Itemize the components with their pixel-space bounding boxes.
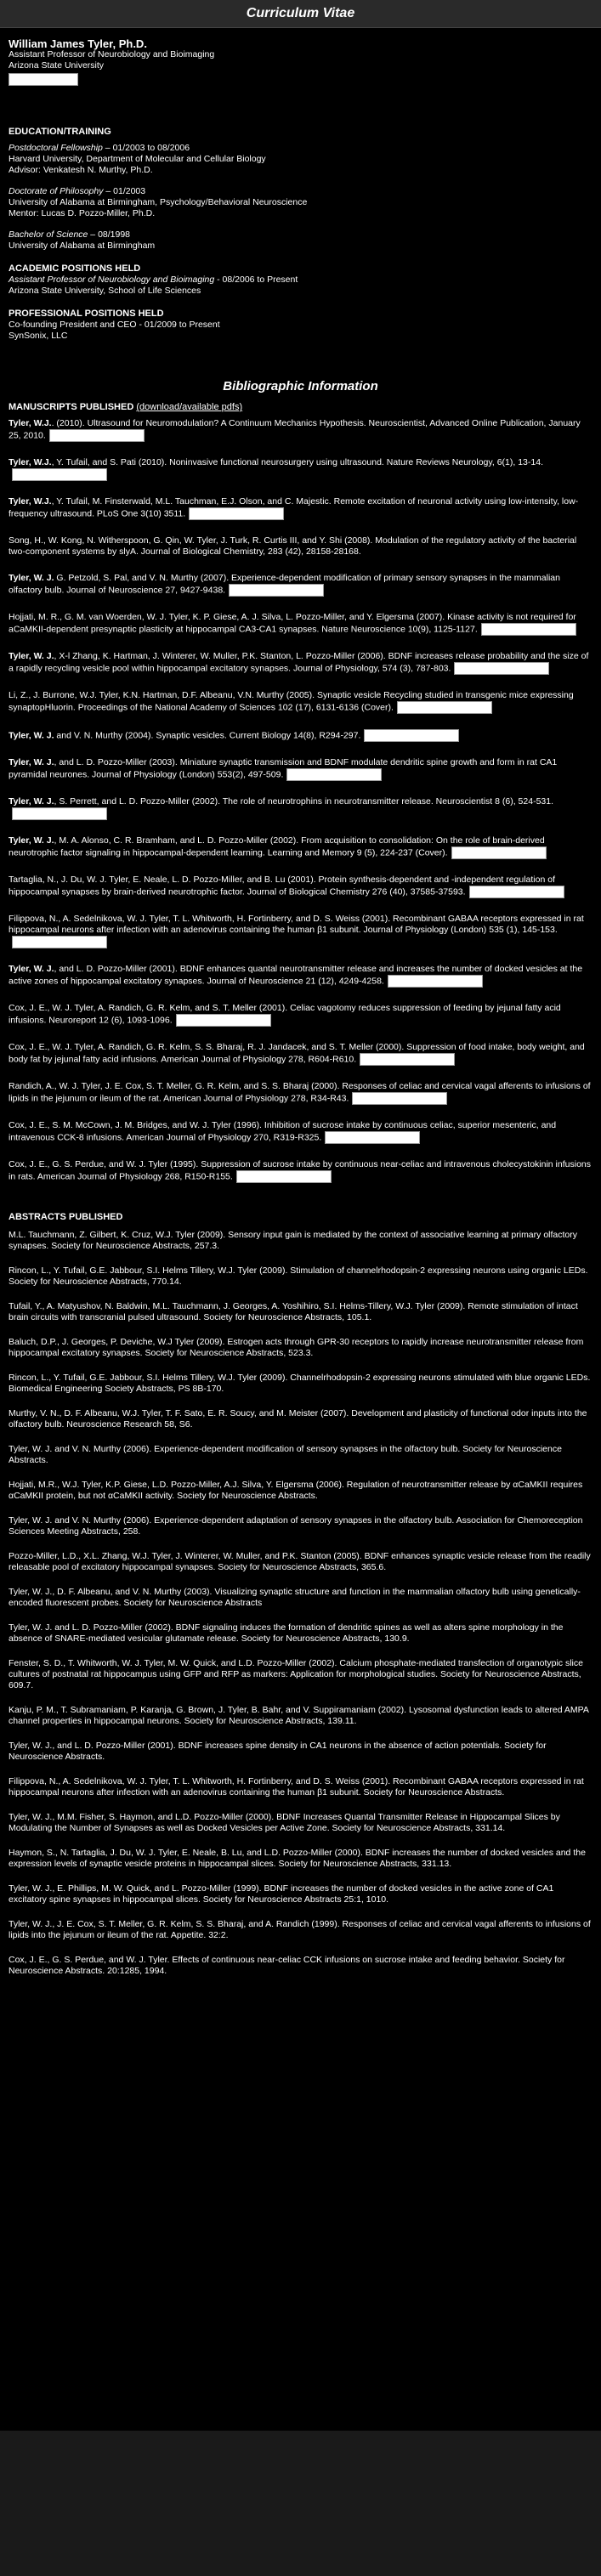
manuscripts-heading: MANUSCRIPTS PUBLISHED xyxy=(9,402,134,412)
manuscript-entry xyxy=(9,1159,592,1183)
abstract-entry: Tyler, W. J., and L. D. Pozzo-Miller (2001). BDNF increases spine density in CA1 neurons in the absence of action potentials. Society for Neuroscience Abstracts. xyxy=(9,1741,547,1762)
abstract-entry: Rincon, L., Y. Tufail, G.E. Jabbour, S.I. Helms Tillery, W.J. Tyler (2009). Stimulation of channelrhodopsin-2 expressing neurons using organic LEDs. Society for Neuroscience Abstracts, 770.14. xyxy=(9,1265,588,1287)
pdf-link-button[interactable] xyxy=(481,623,576,636)
manuscript-author: Tyler, W. J. xyxy=(9,964,54,974)
abstract-entry: Baluch, D.P., J. Georges, P. Deviche, W.J Tyler (2009). Estrogen acts through GPR-30 receptors to rapidly increase neurotransmitter release from hippocampal excitatory synapses. Society for Neuroscience Abstracts, 523.3. xyxy=(9,1337,584,1358)
academic-title: Assistant Professor of Neurobiology and Bioimaging xyxy=(9,275,215,285)
manuscript-citation: Cox, J. E., W. J. Tyler, A. Randich, G. R. Kelm, S. S. Bharaj, R. J. Jandacek, and S. T. Meller (2000). Suppression of food intake, body weight, and body fat by jejunal fatty acid infusions. American Journal of Physiology 278, R604-R610. xyxy=(9,1042,585,1065)
manuscript-author: Tyler, W.J. xyxy=(9,457,52,467)
pdf-link-button[interactable] xyxy=(388,975,483,988)
abstract-entry: Tyler, W. J., D. F. Albeanu, and V. N. Murthy (2003). Visualizing synaptic structure and function in the mammalian olfactory bulb using genetically-encoded fluorescent probes. Society for Neuroscience Abstracts xyxy=(9,1587,581,1608)
manuscript-citation: , X-l Zhang, K. Hartman, J. Winterer, W. Muller, P.K. Stanton, L. Pozzo-Miller (2006). BDNF increases release probability and the size of a rapidly recycling vesicle pool within hippocampal excitatory synapses. Journal of Physiology, 574 (3), 787-803. xyxy=(9,651,589,674)
education-heading: EDUCATION/TRAINING xyxy=(9,127,111,137)
abstracts-list xyxy=(9,1230,592,1977)
manuscript-entry xyxy=(9,1042,592,1066)
education-dates: – 08/1998 xyxy=(88,229,131,240)
education-org: Harvard University, Department of Molecular and Cellular Biology xyxy=(9,154,266,164)
education-item xyxy=(9,186,592,219)
manuscript-author: Tyler, W. J. xyxy=(9,651,54,661)
abstract-entry: Tyler, W. J., E. Phillips, M. W. Quick, and L. Pozzo-Miller (1999). BDNF increases the number of docked vesicles in the active zone of CA1 excitatory spine synapses in hippocampal slices. Society for Neuroscience Abstracts 25:1, 1010. xyxy=(9,1883,554,1905)
abstract-entry: Tyler, W. J. and L. D. Pozzo-Miller (2002). BDNF signaling induces the formation of dendritic spines as well as alters spine morphology in the absence of SNARE-mediated vesicular glutamate release. Society for Neuroscience Abstracts, 130.9. xyxy=(9,1622,564,1644)
abstract-entry: Tyler, W. J., M.M. Fisher, S. Haymon, and L.D. Pozzo-Miller (2000). BDNF Increases Quantal Transmitter Release in Hippocampal Slices by Modulating the Number of Synapses as well as Docked Vesicles per Active Zone. Society for Neuroscience Abstracts, 331.14. xyxy=(9,1812,560,1833)
photo-placeholder xyxy=(9,73,78,86)
biblio-title: Bibliographic Information xyxy=(223,379,378,393)
manuscript-citation: Randich, A., W. J. Tyler, J. E. Cox, S. T. Meller, G. R. Kelm, and S. S. Bharaj (2000). Responses of celiac and cervical vagal afferents to infusions of lipids in the jejunum or ileum of the rat. American Journal of Physiology 278, R34-R43. xyxy=(9,1081,591,1104)
manuscript-citation: Filippova, N., A. Sedelnikova, W. J. Tyler, T. L. Whitworth, H. Fortinberry, and D. S. Weiss (2001). Recombinant GABAA receptors expressed in rat hippocampal neurons after infection with an adenovirus containing the human β1 subunit. Journal of Physiology (London) 535 (1), 145-153. xyxy=(9,914,584,935)
manuscript-entry xyxy=(9,875,592,898)
person-position: Assistant Professor of Neurobiology and Bioimaging xyxy=(9,49,215,59)
education-dates: – 01/2003 xyxy=(103,186,146,196)
manuscript-citation: Cox, J. E., G. S. Perdue, and W. J. Tyler (1995). Suppression of sucrose intake by continuous near-celiac and intravenous cholecystokinin infusions in rats. American Journal of Physiology 268, R150-R155. xyxy=(9,1159,591,1182)
professional-heading: PROFESSIONAL POSITIONS HELD xyxy=(9,309,164,319)
manuscript-citation: Hojjati, M. R., G. M. van Woerden, W. J. Tyler, K. P. Giese, A. J. Silva, L. Pozzo-Miller, and Y. Elgersma (2007). Kinase activity is not required for aCaMKII-dependent presynaptic plasticity at hippocampal CA3-CA1 synapses. Nature Neuroscience 10(9), 1125-1127. xyxy=(9,612,576,635)
manuscript-entry xyxy=(9,914,592,948)
manuscript-author: Tyler, W. J. xyxy=(9,757,54,767)
education-dates: – 01/2003 to 08/2006 xyxy=(102,143,190,153)
manuscript-citation: , and L. D. Pozzo-Miller (2001). BDNF enhances quantal neurotransmitter release and increases the number of docked vesicles at the active zones of hippocampal excitatory synapses. Journal of Neuroscience 21 (12), 4249-4258. xyxy=(9,964,583,987)
manuscript-entry xyxy=(9,690,592,714)
pdf-link-button[interactable] xyxy=(12,936,107,948)
manuscript-citation: , Y. Tufail, and S. Pati (2010). Noninvasive functional neurosurgery using ultrasound. Nature Reviews Neurology, 6(1), 13-14. xyxy=(51,457,543,467)
academic-heading: ACADEMIC POSITIONS HELD xyxy=(9,263,141,274)
abstract-entry: Pozzo-Miller, L.D., X.L. Zhang, W.J. Tyler, J. Winterer, W. Muller, and P.K. Stanton (2005). BDNF enhances synaptic vesicle release from the readily releasable pool of excitatory hippocampal synapses. Society for Neuroscience Abstracts, 365.6. xyxy=(9,1551,591,1572)
pdf-link-button[interactable] xyxy=(451,846,547,859)
manuscript-author: Tyler, W. J. xyxy=(9,835,54,846)
pdf-link-button[interactable] xyxy=(364,729,459,742)
abstract-entry: M.L. Tauchmann, Z. Gilbert, K. Cruz, W.J. Tyler (2009). Sensory input gain is mediated by the context of associative learning at primary olfactory synapses. Society for Neuroscience Abstracts, 257.3. xyxy=(9,1230,577,1251)
education-advisor: Mentor: Lucas D. Pozzo-Miller, Ph.D. xyxy=(9,208,156,218)
education-item xyxy=(9,229,592,252)
manuscript-citation: , M. A. Alonso, C. R. Bramham, and L. D. Pozzo-Miller (2002). From acquisition to consolidation: On the role of brain-derived neurotrophic factor signaling in hippocampal-dependent learning. Learning and Memory 9 (5), 224-237 (Cover). xyxy=(9,835,545,858)
manuscript-citation: Cox, J. E., S. M. McCown, J. M. Bridges, and W. J. Tyler (1996). Inhibition of sucrose intake by continuous celiac, superior mesenteric, and intravenous CCK-8 infusions. American Journal of Physiology 270, R319-R325. xyxy=(9,1120,557,1143)
pdf-link-button[interactable] xyxy=(176,1014,271,1027)
pdf-link-button[interactable] xyxy=(454,662,549,675)
professional-line1: Co-founding President and CEO - 01/2009 to Present xyxy=(9,320,220,330)
academic-dates: - 08/2006 to Present xyxy=(214,275,298,285)
abstract-entry: Haymon, S., N. Tartaglia, J. Du, W. J. Tyler, E. Neale, B. Lu, and L.D. Pozzo-Miller (2000). BDNF increases the number of docked vesicles and the expression levels of synaptic vesicle proteins in hippocampal slices. Society for Neuroscience Abstracts, 331.13. xyxy=(9,1848,586,1869)
abstract-entry: Murthy, V. N., D. F. Albeanu, W.J. Tyler, T. F. Sato, E. R. Soucy, and M. Meister (2007). Development and plasticity of functional odor inputs into the olfactory bulb. Neuroscience Research 58, S6. xyxy=(9,1408,587,1430)
pdf-link-button[interactable] xyxy=(360,1053,455,1066)
academic-org: Arizona State University, School of Life Sciences xyxy=(9,286,201,296)
education-advisor: Advisor: Venkatesh N. Murthy, Ph.D. xyxy=(9,165,153,175)
manuscript-citation: , Y. Tufail, M. Finsterwald, M.L. Tauchman, E.J. Olson, and C. Majestic. Remote excitation of neuronal activity using low-intensity, low-frequency ultrasound. PLoS One 3(10) 3511. xyxy=(9,496,579,519)
abstract-entry: Fenster, S. D., T. Whitworth, W. J. Tyler, M. W. Quick, and L.D. Pozzo-Miller (2002). Calcium phosphate-mediated transfection of organotypic slice cultures of postnatal rat hippocampus using GFP and RFP as markers: Application for morphological studies. Society for Neuroscience Abstracts, 609.7. xyxy=(9,1658,583,1690)
abstract-entry: Rincon, L., Y. Tufail, G.E. Jabbour, S.I. Helms Tillery, W.J. Tyler (2009). Channelrhodopsin-2 expressing neurons stimulated with blue organic LEDs. Biomedical Engineering Society Abstracts, PS 8B-170. xyxy=(9,1373,591,1394)
manuscript-entry xyxy=(9,457,592,481)
education-title: Postdoctoral Fellowship xyxy=(9,143,103,153)
cv-content xyxy=(0,28,601,1977)
pdf-link-button[interactable] xyxy=(469,886,564,898)
manuscript-citation: , and L. D. Pozzo-Miller (2003). Miniature synaptic transmission and BDNF modulate dendritic spine growth and form in rat CA1 pyramidal neurones. Journal of Physiology (London) 553(2), 497-509. xyxy=(9,757,558,780)
pdf-link-button[interactable] xyxy=(236,1170,332,1183)
manuscript-entry xyxy=(9,1081,592,1105)
education-item xyxy=(9,143,592,176)
download-pdfs-link[interactable]: (download/available pdfs) xyxy=(136,402,243,412)
manuscript-entry xyxy=(9,757,592,781)
manuscript-entry xyxy=(9,418,592,442)
manuscript-author: Tyler, W.J. xyxy=(9,496,52,507)
pdf-link-button[interactable] xyxy=(325,1131,420,1144)
manuscript-entry xyxy=(9,1003,592,1027)
manuscript-entry xyxy=(9,651,592,675)
education-org: University of Alabama at Birmingham xyxy=(9,241,156,251)
manuscript-citation: Cox, J. E., W. J. Tyler, A. Randich, G. R. Kelm, and S. T. Meller (2001). Celiac vagotomy reduces suppression of feeding by jejunal fatty acid infusions. Neuroreport 12 (6), 1093-1096. xyxy=(9,1003,561,1026)
manuscript-citation: . (2010). Ultrasound for Neuromodulation? A Continuum Mechanics Hypothesis. Neuroscientist, Advanced Online Publication, January 25, 2010. xyxy=(9,418,581,441)
pdf-link-button[interactable] xyxy=(229,584,324,597)
manuscript-entry xyxy=(9,496,592,520)
person-name: William James Tyler, Ph.D. xyxy=(9,37,147,50)
education-org: University of Alabama at Birmingham, Psychology/Behavioral Neuroscience xyxy=(9,197,308,207)
manuscript-citation: Song, H., W. Kong, N. Witherspoon, G. Qin, W. Tyler, J. Turk, R. Curtis III, and Y. Shi (2008). Modulation of the regulatory activity of the bacterial two-component systems by slyA. Journal of Biological Chemistry, 283 (42), 28158-28168. xyxy=(9,535,577,557)
pdf-link-button[interactable] xyxy=(397,701,492,714)
manuscript-entry xyxy=(9,612,592,636)
manuscript-entry xyxy=(9,964,592,988)
abstract-entry: Cox, J. E., G. S. Perdue, and W. J. Tyler. Effects of continuous near-celiac CCK infusions on sucrose intake and feeding behavior. Society for Neuroscience Abstracts. 20:1285, 1994. xyxy=(9,1955,565,1976)
abstracts-heading: ABSTRACTS PUBLISHED xyxy=(9,1212,123,1222)
abstract-entry: Kanju, P. M., T. Subramaniam, P. Karanja, G. Brown, J. Tyler, B. Bahr, and V. Suppiramaniam (2002). Lysosomal dysfunction leads to altered AMPA channel properties in hippocampal neurons. Society for Neuroscience Abstracts, 139.11. xyxy=(9,1705,589,1726)
manuscript-author: Tyler, W. J. xyxy=(9,730,54,741)
pdf-link-button[interactable] xyxy=(286,768,382,781)
manuscript-author: Tyler, W. J. xyxy=(9,573,54,583)
manuscripts-list xyxy=(9,418,592,1183)
person-university: Arizona State University xyxy=(9,60,105,71)
banner-title: Curriculum Vitae xyxy=(246,6,355,20)
manuscript-entry xyxy=(9,1120,592,1144)
manuscript-entry xyxy=(9,835,592,859)
manuscript-entry xyxy=(9,573,592,597)
abstract-entry: Tyler, W. J. and V. N. Murthy (2006). Experience-dependent modification of sensory synapses in the olfactory bulb. Society for Neuroscience Abstracts. xyxy=(9,1444,562,1465)
education-list xyxy=(9,143,592,252)
manuscript-author: Tyler, W. J. xyxy=(9,796,54,807)
manuscript-citation: and V. N. Murthy (2004). Synaptic vesicles. Current Biology 14(8), R294-297. xyxy=(54,730,361,741)
abstract-entry: Tyler, W. J., J. E. Cox, S. T. Meller, G. R. Kelm, S. S. Bharaj, and A. Randich (1999). Responses of celiac and cervical vagal afferents to infusions of lipids into the jejunum or ileum of the rat. Appetite. 32:2. xyxy=(9,1919,591,1940)
abstract-entry: Filippova, N., A. Sedelnikova, W. J. Tyler, T. L. Whitworth, H. Fortinberry, and D. S. Weiss (2001). Recombinant GABAA receptors expressed in rat hippocampal neurons after infection with an adenovirus containing the human β1 subunit. Society for Neuroscience Abstracts. xyxy=(9,1776,584,1798)
pdf-link-button[interactable] xyxy=(49,429,145,442)
manuscript-citation: , S. Perrett, and L. D. Pozzo-Miller (2002). The role of neurotrophins in neurotransmitter release. Neuroscientist 8 (6), 524-531. xyxy=(54,796,554,807)
pdf-link-button[interactable] xyxy=(12,807,107,820)
pdf-link-button[interactable] xyxy=(352,1092,447,1105)
pdf-link-button[interactable] xyxy=(12,468,107,481)
manuscript-entry xyxy=(9,729,592,742)
education-title: Bachelor of Science xyxy=(9,229,88,240)
abstract-entry: Hojjati, M.R., W.J. Tyler, K.P. Giese, L.D. Pozzo-Miller, A.J. Silva, Y. Elgersma (2006). Regulation of neurotransmitter release by αCaMKII requires αCaMKII protein, but not αCaMKII activity. Society for Neuroscience Abstracts. xyxy=(9,1480,583,1501)
manuscript-entry xyxy=(9,796,592,820)
professional-line2: SynSonix, LLC xyxy=(9,331,68,341)
manuscript-entry xyxy=(9,535,592,558)
abstract-entry: Tufail, Y., A. Matyushov, N. Baldwin, M.L. Tauchmann, J. Georges, A. Yoshihiro, S.I. Helms-Tillery, W.J. Tyler (2009). Remote stimulation of intact brain circuits with transcranial pulsed ultrasound. Society for Neuroscience Abstracts, 105.1. xyxy=(9,1301,578,1322)
education-title: Doctorate of Philosophy xyxy=(9,186,104,196)
page-banner xyxy=(0,0,601,28)
manuscript-author: Tyler, W.J. xyxy=(9,418,52,428)
abstract-entry: Tyler, W. J. and V. N. Murthy (2006). Experience-dependent adaptation of sensory synapses in the olfactory bulb. Association for Chemoreception Sciences Meeting Abstracts, 258. xyxy=(9,1515,583,1537)
pdf-link-button[interactable] xyxy=(189,507,284,520)
manuscript-citation: Tartaglia, N., J. Du, W. J. Tyler, E. Neale, L. D. Pozzo-Miller, and B. Lu (2001). Protein synthesis-dependent and -independent regulation of hippocampal synapses by brain-derived neurotrophic factor. Journal of Biological Chemistry 276 (40), 37585-37593. xyxy=(9,875,555,897)
manuscript-citation: G. Petzold, S. Pal, and V. N. Murthy (2007). Experience-dependent modification of primary sensory synapses in the mammalian olfactory bulb. Journal of Neuroscience 27, 9427-9438. xyxy=(9,573,560,596)
footer-area xyxy=(0,2431,601,2576)
manuscript-citation: Li, Z., J. Burrone, W.J. Tyler, K.N. Hartman, D.F. Albeanu, V.N. Murthy (2005). Synaptic vesicle Recycling studied in transgenic mice expressing synaptopHluorin. Proceedings of the National Academy of Sciences 102 (17), 6131-6136 (Cover). xyxy=(9,690,574,713)
